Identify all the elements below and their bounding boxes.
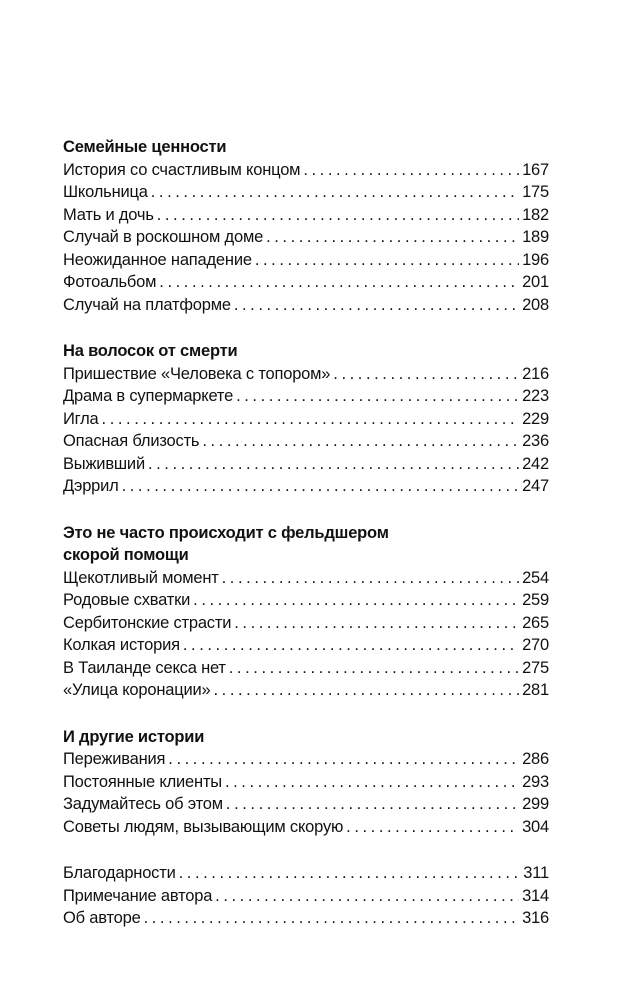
dot-leader: [225, 771, 519, 794]
dot-leader: [266, 226, 519, 249]
entry-title: Дэррил: [63, 477, 119, 495]
dot-leader: [168, 748, 519, 771]
toc-entry: [63, 430, 549, 453]
dot-leader: [234, 612, 519, 635]
page-number: 270: [522, 636, 549, 654]
page-number: 247: [522, 477, 549, 495]
entry-title: Постоянные клиенты: [63, 772, 222, 791]
dot-leader: [122, 475, 519, 498]
dot-leader: [234, 294, 519, 317]
entry-title: Случай на платформе: [63, 295, 231, 314]
toc-section: [63, 136, 549, 316]
toc-entry: [63, 271, 549, 294]
toc-entry: [63, 226, 549, 249]
page-number: 265: [522, 613, 549, 632]
page-number: 275: [522, 658, 549, 677]
dot-leader: [144, 907, 520, 930]
entry-title: В Таиланде секса нет: [63, 658, 226, 677]
entry-title: «Улица коронации»: [63, 681, 211, 699]
dot-leader: [151, 181, 519, 204]
entry-title: Родовые схватки: [63, 591, 191, 609]
toc-entry: [63, 249, 549, 272]
page-number: 216: [522, 364, 549, 383]
page-number: 293: [522, 772, 549, 791]
dot-leader: [303, 159, 519, 182]
toc-entry: [63, 862, 549, 885]
dot-leader: [215, 885, 519, 908]
dot-leader: [229, 657, 519, 680]
toc-entry: [63, 475, 549, 498]
toc-entry: [63, 885, 549, 908]
toc-entry: [63, 363, 549, 386]
toc-entry: [63, 771, 549, 794]
entry-title: Мать и дочь: [63, 205, 154, 224]
entry-title: Фотоальбом: [63, 273, 157, 291]
toc-entry: [63, 748, 549, 771]
entry-title: Пришествие «Человека с топором»: [63, 364, 331, 383]
page-number: 254: [522, 568, 549, 587]
dot-leader: [202, 430, 519, 453]
toc-entry: [63, 181, 549, 204]
dot-leader: [159, 271, 519, 294]
entry-title: Случай в роскошном доме: [63, 228, 264, 246]
page-number: 242: [522, 454, 549, 473]
dot-leader: [179, 862, 521, 885]
section-heading: Семейные ценности: [63, 138, 227, 156]
dot-leader: [214, 679, 520, 702]
entry-title: Об авторе: [63, 909, 141, 927]
page-number: 316: [522, 909, 549, 927]
toc-entry: [63, 793, 549, 816]
entry-title: Благодарности: [63, 864, 176, 882]
entry-title: Колкая история: [63, 636, 180, 654]
dot-leader: [193, 589, 519, 612]
entry-title: Щекотливый момент: [63, 568, 219, 587]
dot-leader: [255, 249, 519, 272]
toc-entry: [63, 657, 549, 680]
toc-entry: [63, 679, 549, 702]
toc-section: [63, 726, 549, 839]
section-heading: Это не часто происходит с фельдшером скорой помощи: [63, 523, 389, 564]
dot-leader: [226, 793, 519, 816]
table-of-contents: [63, 136, 549, 930]
dot-leader: [236, 385, 519, 408]
section-heading: И другие истории: [63, 727, 205, 746]
toc-entry: [63, 589, 549, 612]
toc-entry: [63, 634, 549, 657]
toc-entry: [63, 453, 549, 476]
section-heading: На волосок от смерти: [63, 342, 238, 360]
page-number: 223: [522, 387, 549, 405]
toc-entry: [63, 816, 549, 839]
toc-entry: [63, 385, 549, 408]
page-number: 311: [523, 864, 549, 882]
page-number: 304: [522, 817, 549, 836]
entry-title: Выживший: [63, 454, 145, 473]
dot-leader: [102, 408, 520, 431]
entry-title: Примечание автора: [63, 886, 213, 905]
page-number: 182: [522, 205, 549, 224]
dot-leader: [346, 816, 519, 839]
entry-title: Переживания: [63, 750, 166, 768]
toc-section: [63, 340, 549, 498]
dot-leader: [157, 204, 519, 227]
page-number: 208: [522, 295, 549, 314]
entry-title: История со счастливым концом: [63, 160, 301, 179]
toc-entry: [63, 204, 549, 227]
toc-section: [63, 862, 549, 930]
entry-title: Школьница: [63, 183, 148, 201]
entry-title: Неожиданное нападение: [63, 250, 252, 269]
page-number: 201: [522, 273, 549, 291]
toc-entry: [63, 612, 549, 635]
page-number: 196: [522, 250, 549, 269]
entry-title: Задумайтесь об этом: [63, 795, 223, 813]
page-number: 281: [522, 681, 549, 699]
toc-entry: [63, 159, 549, 182]
entry-title: Советы людям, вызывающим скорую: [63, 817, 344, 836]
page-number: 286: [522, 750, 549, 768]
toc-entry: [63, 907, 549, 930]
toc-section: [63, 522, 549, 702]
dot-leader: [183, 634, 519, 657]
entry-title: Драма в супермаркете: [63, 387, 234, 405]
page-number: 175: [522, 183, 549, 201]
entry-title: Игла: [63, 409, 99, 428]
dot-leader: [222, 567, 519, 590]
page-number: 189: [522, 228, 549, 246]
entry-title: Сербитонские страсти: [63, 613, 232, 632]
dot-leader: [148, 453, 519, 476]
page-number: 167: [522, 160, 549, 179]
page-number: 236: [522, 432, 549, 450]
dot-leader: [333, 363, 519, 386]
page-number: 314: [522, 886, 549, 905]
page-number: 259: [522, 591, 549, 609]
entry-title: Опасная близость: [63, 432, 200, 450]
toc-entry: [63, 408, 549, 431]
page-number: 299: [522, 795, 549, 813]
toc-entry: [63, 567, 549, 590]
page-number: 229: [522, 409, 549, 428]
toc-entry: [63, 294, 549, 317]
